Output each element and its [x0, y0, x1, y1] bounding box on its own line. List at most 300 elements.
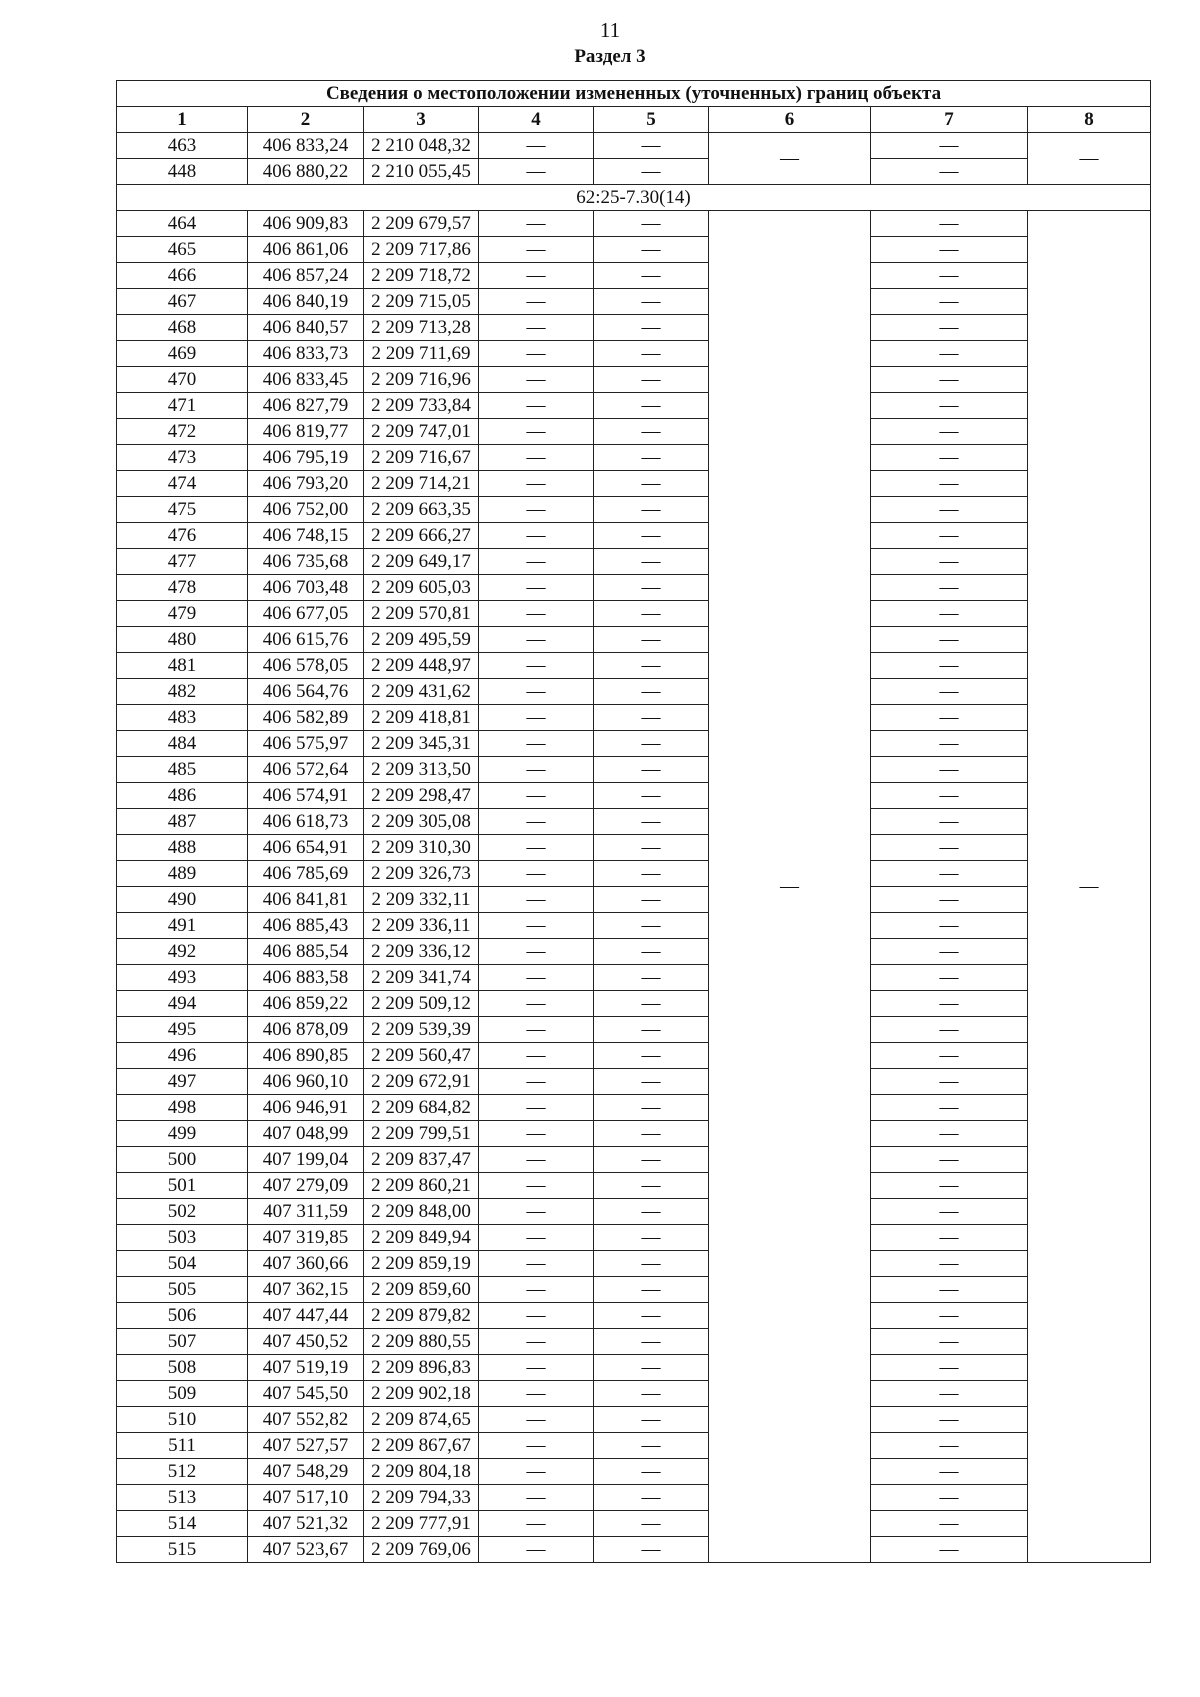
dash-mark: —	[526, 1461, 546, 1482]
point-number-cell: 494	[117, 991, 248, 1017]
table-row	[117, 965, 1151, 991]
point-number-cell: 463	[117, 133, 248, 159]
y-coordinate-cell: 2 209 718,72	[364, 263, 479, 289]
empty-value-cell	[594, 497, 709, 523]
dash-mark: —	[526, 1019, 546, 1040]
dash-mark: —	[526, 291, 546, 312]
column-header: 1	[117, 107, 248, 133]
dash-mark: —	[939, 1435, 959, 1456]
dash-mark: —	[526, 1513, 546, 1534]
point-number-cell: 501	[117, 1173, 248, 1199]
dash-mark: —	[526, 863, 546, 884]
dash-mark: —	[939, 759, 959, 780]
dash-mark: —	[939, 1305, 959, 1326]
empty-value-cell	[594, 783, 709, 809]
empty-value-cell	[594, 653, 709, 679]
x-coordinate-cell: 406 574,91	[248, 783, 364, 809]
dash-mark: —	[641, 733, 661, 754]
empty-value-cell	[871, 965, 1028, 991]
y-coordinate-cell: 2 209 326,73	[364, 861, 479, 887]
y-coordinate-cell: 2 209 794,33	[364, 1485, 479, 1511]
dash-mark: —	[641, 551, 661, 572]
page-number: 11	[599, 18, 621, 42]
x-coordinate-cell: 406 795,19	[248, 445, 364, 471]
table-row	[117, 1173, 1151, 1199]
y-coordinate-cell: 2 209 298,47	[364, 783, 479, 809]
table-row	[117, 1433, 1151, 1459]
dash-mark: —	[641, 577, 661, 598]
dash-mark: —	[939, 525, 959, 546]
dash-mark: —	[526, 1227, 546, 1248]
dash-mark: —	[526, 1149, 546, 1170]
dash-mark: —	[780, 876, 799, 897]
empty-value-cell	[479, 601, 594, 627]
table-row	[117, 575, 1151, 601]
point-number-cell: 467	[117, 289, 248, 315]
dash-mark: —	[526, 1409, 546, 1430]
table-row	[117, 523, 1151, 549]
dash-mark: —	[641, 1461, 661, 1482]
dash-mark: —	[939, 1513, 959, 1534]
y-coordinate-cell: 2 209 336,11	[364, 913, 479, 939]
empty-value-cell	[1028, 133, 1151, 185]
empty-value-cell	[871, 1251, 1028, 1277]
x-coordinate-cell: 407 519,19	[248, 1355, 364, 1381]
dash-mark: —	[641, 1201, 661, 1222]
empty-value-cell	[594, 731, 709, 757]
table-row	[117, 913, 1151, 939]
x-coordinate-cell: 406 575,97	[248, 731, 364, 757]
empty-value-cell	[594, 1381, 709, 1407]
table-row	[117, 731, 1151, 757]
empty-value-cell	[479, 783, 594, 809]
x-coordinate-cell: 406 840,57	[248, 315, 364, 341]
x-coordinate-cell: 407 450,52	[248, 1329, 364, 1355]
column-header: 3	[364, 107, 479, 133]
point-number-cell: 469	[117, 341, 248, 367]
table-row	[117, 1095, 1151, 1121]
empty-value-cell	[871, 315, 1028, 341]
x-coordinate-cell: 407 319,85	[248, 1225, 364, 1251]
empty-value-cell	[871, 497, 1028, 523]
empty-value-cell	[871, 1329, 1028, 1355]
dash-mark: —	[526, 1201, 546, 1222]
empty-value-cell	[871, 653, 1028, 679]
empty-value-cell	[479, 1355, 594, 1381]
x-coordinate-cell: 406 833,24	[248, 133, 364, 159]
y-coordinate-cell: 2 209 418,81	[364, 705, 479, 731]
table-row	[117, 549, 1151, 575]
point-number-cell: 512	[117, 1459, 248, 1485]
dash-mark: —	[526, 1279, 546, 1300]
dash-mark: —	[526, 499, 546, 520]
empty-value-cell	[479, 965, 594, 991]
table-row	[117, 237, 1151, 263]
empty-value-cell	[479, 1277, 594, 1303]
dash-mark: —	[526, 1097, 546, 1118]
x-coordinate-cell: 407 279,09	[248, 1173, 364, 1199]
empty-value-cell	[594, 471, 709, 497]
empty-value-cell	[479, 211, 594, 237]
empty-value-cell	[594, 1147, 709, 1173]
point-number-cell: 508	[117, 1355, 248, 1381]
dash-mark: —	[939, 811, 959, 832]
point-number-cell: 497	[117, 1069, 248, 1095]
x-coordinate-cell: 406 677,05	[248, 601, 364, 627]
empty-value-cell	[594, 1303, 709, 1329]
empty-value-cell	[479, 289, 594, 315]
y-coordinate-cell: 2 209 305,08	[364, 809, 479, 835]
dash-mark: —	[526, 1539, 546, 1560]
empty-value-cell	[594, 991, 709, 1017]
empty-value-cell	[871, 211, 1028, 237]
empty-value-cell	[871, 419, 1028, 445]
empty-value-cell	[479, 1017, 594, 1043]
dash-mark: —	[641, 1019, 661, 1040]
point-number-cell: 480	[117, 627, 248, 653]
empty-value-cell	[594, 289, 709, 315]
empty-value-cell	[594, 913, 709, 939]
empty-value-cell	[594, 1355, 709, 1381]
table-row	[117, 705, 1151, 731]
point-number-cell: 506	[117, 1303, 248, 1329]
empty-value-cell	[594, 341, 709, 367]
dash-mark: —	[641, 447, 661, 468]
dash-mark: —	[939, 1383, 959, 1404]
column-header: 5	[594, 107, 709, 133]
dash-mark: —	[641, 1357, 661, 1378]
empty-value-cell	[479, 705, 594, 731]
dash-mark: —	[641, 941, 661, 962]
dash-mark: —	[641, 1513, 661, 1534]
dash-mark: —	[939, 1097, 959, 1118]
empty-value-cell	[594, 523, 709, 549]
column-header: 8	[1028, 107, 1151, 133]
empty-value-cell	[871, 1407, 1028, 1433]
empty-value-cell	[479, 159, 594, 185]
table-row	[117, 1225, 1151, 1251]
empty-value-cell	[594, 445, 709, 471]
y-coordinate-cell: 2 209 716,96	[364, 367, 479, 393]
dash-mark: —	[641, 811, 661, 832]
empty-value-cell	[479, 1511, 594, 1537]
empty-value-cell	[479, 1381, 594, 1407]
table-row	[117, 1355, 1151, 1381]
dash-mark: —	[939, 1357, 959, 1378]
dash-mark: —	[780, 148, 799, 169]
dash-mark: —	[641, 993, 661, 1014]
dash-mark: —	[641, 473, 661, 494]
point-number-cell: 487	[117, 809, 248, 835]
dash-mark: —	[526, 733, 546, 754]
x-coordinate-cell: 407 362,15	[248, 1277, 364, 1303]
x-coordinate-cell: 406 752,00	[248, 497, 364, 523]
point-number-cell: 468	[117, 315, 248, 341]
point-number-cell: 488	[117, 835, 248, 861]
empty-value-cell	[594, 1251, 709, 1277]
y-coordinate-cell: 2 209 560,47	[364, 1043, 479, 1069]
dash-mark: —	[641, 1045, 661, 1066]
dash-mark: —	[939, 1539, 959, 1560]
point-number-cell: 481	[117, 653, 248, 679]
point-number-cell: 476	[117, 523, 248, 549]
empty-value-cell	[871, 991, 1028, 1017]
empty-value-cell	[594, 601, 709, 627]
dash-mark: —	[939, 161, 959, 182]
x-coordinate-cell: 407 048,99	[248, 1121, 364, 1147]
empty-value-cell	[594, 315, 709, 341]
y-coordinate-cell: 2 209 672,91	[364, 1069, 479, 1095]
group-row	[117, 185, 1151, 211]
dash-mark: —	[526, 1175, 546, 1196]
dash-mark: —	[939, 603, 959, 624]
y-coordinate-cell: 2 209 747,01	[364, 419, 479, 445]
empty-value-cell	[479, 1251, 594, 1277]
empty-value-cell	[594, 1329, 709, 1355]
y-coordinate-cell: 2 209 849,94	[364, 1225, 479, 1251]
point-number-cell: 505	[117, 1277, 248, 1303]
table-row	[117, 653, 1151, 679]
empty-value-cell	[479, 549, 594, 575]
dash-mark: —	[526, 1487, 546, 1508]
dash-mark: —	[939, 707, 959, 728]
dash-mark: —	[526, 265, 546, 286]
empty-value-cell	[479, 653, 594, 679]
empty-value-cell	[871, 861, 1028, 887]
table-row	[117, 1147, 1151, 1173]
dash-mark: —	[939, 837, 959, 858]
empty-value-cell	[594, 1407, 709, 1433]
dash-mark: —	[939, 915, 959, 936]
table-row	[117, 1017, 1151, 1043]
point-number-cell: 486	[117, 783, 248, 809]
point-number-cell: 514	[117, 1511, 248, 1537]
dash-mark: —	[526, 967, 546, 988]
empty-value-cell	[871, 809, 1028, 835]
empty-value-cell	[871, 939, 1028, 965]
empty-value-cell	[594, 627, 709, 653]
table-row	[117, 1069, 1151, 1095]
empty-value-cell	[479, 1095, 594, 1121]
dash-mark: —	[641, 135, 661, 156]
empty-value-cell	[871, 1485, 1028, 1511]
table-row	[117, 341, 1151, 367]
y-coordinate-cell: 2 209 804,18	[364, 1459, 479, 1485]
x-coordinate-cell: 406 841,81	[248, 887, 364, 913]
dash-mark: —	[939, 317, 959, 338]
dash-mark: —	[641, 681, 661, 702]
empty-value-cell	[479, 1173, 594, 1199]
point-number-cell: 491	[117, 913, 248, 939]
table-row	[117, 1537, 1151, 1563]
empty-value-cell	[594, 1459, 709, 1485]
x-coordinate-cell: 406 748,15	[248, 523, 364, 549]
empty-value-cell	[479, 1043, 594, 1069]
dash-mark: —	[641, 1253, 661, 1274]
dash-mark: —	[939, 655, 959, 676]
dash-mark: —	[526, 1071, 546, 1092]
empty-value-cell	[479, 523, 594, 549]
dash-mark: —	[526, 551, 546, 572]
table-row	[117, 1277, 1151, 1303]
empty-value-cell	[594, 1199, 709, 1225]
dash-mark: —	[641, 265, 661, 286]
dash-mark: —	[939, 1123, 959, 1144]
dash-mark: —	[641, 1097, 661, 1118]
table-row	[117, 367, 1151, 393]
empty-value-cell	[479, 991, 594, 1017]
x-coordinate-cell: 406 909,83	[248, 211, 364, 237]
dash-mark: —	[526, 707, 546, 728]
empty-value-cell	[479, 1199, 594, 1225]
y-coordinate-cell: 2 209 799,51	[364, 1121, 479, 1147]
y-coordinate-cell: 2 209 715,05	[364, 289, 479, 315]
point-number-cell: 515	[117, 1537, 248, 1563]
table-row	[117, 757, 1151, 783]
empty-value-cell	[594, 1043, 709, 1069]
dash-mark: —	[939, 135, 959, 156]
x-coordinate-cell: 406 857,24	[248, 263, 364, 289]
dash-mark: —	[641, 1409, 661, 1430]
y-coordinate-cell: 2 209 345,31	[364, 731, 479, 757]
empty-value-cell	[871, 1017, 1028, 1043]
point-number-cell: 493	[117, 965, 248, 991]
dash-mark: —	[526, 1045, 546, 1066]
point-number-cell: 478	[117, 575, 248, 601]
empty-value-cell	[479, 913, 594, 939]
empty-value-cell	[479, 809, 594, 835]
empty-value-cell	[871, 1225, 1028, 1251]
empty-value-cell	[871, 627, 1028, 653]
dash-mark: —	[526, 759, 546, 780]
dash-mark: —	[939, 473, 959, 494]
empty-value-cell	[594, 705, 709, 731]
point-number-cell: 472	[117, 419, 248, 445]
empty-value-cell	[594, 679, 709, 705]
dash-mark: —	[939, 1045, 959, 1066]
x-coordinate-cell: 406 878,09	[248, 1017, 364, 1043]
empty-value-cell	[479, 757, 594, 783]
empty-value-cell	[479, 341, 594, 367]
empty-value-cell	[871, 133, 1028, 159]
dash-mark: —	[526, 629, 546, 650]
dash-mark: —	[641, 707, 661, 728]
dash-mark: —	[939, 1019, 959, 1040]
empty-value-cell	[871, 1277, 1028, 1303]
dash-mark: —	[641, 291, 661, 312]
empty-value-cell	[871, 887, 1028, 913]
empty-value-cell	[1028, 211, 1151, 1563]
y-coordinate-cell: 2 209 879,82	[364, 1303, 479, 1329]
dash-mark: —	[939, 967, 959, 988]
dash-mark: —	[641, 967, 661, 988]
dash-mark: —	[641, 1071, 661, 1092]
empty-value-cell	[594, 1173, 709, 1199]
y-coordinate-cell: 2 209 860,21	[364, 1173, 479, 1199]
table-row	[117, 1407, 1151, 1433]
x-coordinate-cell: 406 833,45	[248, 367, 364, 393]
dash-mark: —	[641, 317, 661, 338]
empty-value-cell	[594, 861, 709, 887]
point-number-cell: 464	[117, 211, 248, 237]
dash-mark: —	[939, 1149, 959, 1170]
empty-value-cell	[871, 757, 1028, 783]
empty-value-cell	[871, 1537, 1028, 1563]
empty-value-cell	[871, 1433, 1028, 1459]
point-number-cell: 500	[117, 1147, 248, 1173]
point-number-cell: 507	[117, 1329, 248, 1355]
y-coordinate-cell: 2 209 859,60	[364, 1277, 479, 1303]
dash-mark: —	[526, 941, 546, 962]
cadastral-group-label: 62:25-7.30(14)	[117, 185, 1151, 211]
dash-mark: —	[939, 1201, 959, 1222]
table-row	[117, 627, 1151, 653]
dash-mark: —	[641, 239, 661, 260]
empty-value-cell	[871, 289, 1028, 315]
y-coordinate-cell: 2 209 495,59	[364, 627, 479, 653]
dash-mark: —	[641, 1539, 661, 1560]
dash-mark: —	[526, 603, 546, 624]
empty-value-cell	[871, 1459, 1028, 1485]
empty-value-cell	[479, 731, 594, 757]
column-header: 2	[248, 107, 364, 133]
empty-value-cell	[479, 1485, 594, 1511]
y-coordinate-cell: 2 209 777,91	[364, 1511, 479, 1537]
empty-value-cell	[594, 237, 709, 263]
table-row	[117, 601, 1151, 627]
empty-value-cell	[871, 679, 1028, 705]
empty-value-cell	[479, 939, 594, 965]
dash-mark: —	[526, 837, 546, 858]
point-number-cell: 511	[117, 1433, 248, 1459]
empty-value-cell	[594, 549, 709, 575]
dash-mark: —	[526, 1253, 546, 1274]
dash-mark: —	[641, 863, 661, 884]
x-coordinate-cell: 406 960,10	[248, 1069, 364, 1095]
table-row	[117, 1381, 1151, 1407]
y-coordinate-cell: 2 209 649,17	[364, 549, 479, 575]
point-number-cell: 490	[117, 887, 248, 913]
empty-value-cell	[871, 731, 1028, 757]
empty-value-cell	[479, 1537, 594, 1563]
dash-mark: —	[526, 811, 546, 832]
dash-mark: —	[641, 759, 661, 780]
table-row	[117, 159, 1151, 185]
table-row	[117, 419, 1151, 445]
dash-mark: —	[939, 291, 959, 312]
dash-mark: —	[641, 785, 661, 806]
empty-value-cell	[479, 1225, 594, 1251]
x-coordinate-cell: 406 827,79	[248, 393, 364, 419]
table-row	[117, 679, 1151, 705]
dash-mark: —	[641, 629, 661, 650]
x-coordinate-cell: 407 360,66	[248, 1251, 364, 1277]
dash-mark: —	[641, 213, 661, 234]
x-coordinate-cell: 406 890,85	[248, 1043, 364, 1069]
y-coordinate-cell: 2 209 332,11	[364, 887, 479, 913]
x-coordinate-cell: 407 545,50	[248, 1381, 364, 1407]
table-row	[117, 783, 1151, 809]
x-coordinate-cell: 407 447,44	[248, 1303, 364, 1329]
dash-mark: —	[641, 369, 661, 390]
dash-mark: —	[526, 1305, 546, 1326]
y-coordinate-cell: 2 209 605,03	[364, 575, 479, 601]
empty-value-cell	[871, 367, 1028, 393]
empty-value-cell	[594, 1121, 709, 1147]
y-coordinate-cell: 2 209 848,00	[364, 1199, 479, 1225]
dash-mark: —	[939, 395, 959, 416]
point-number-cell: 509	[117, 1381, 248, 1407]
